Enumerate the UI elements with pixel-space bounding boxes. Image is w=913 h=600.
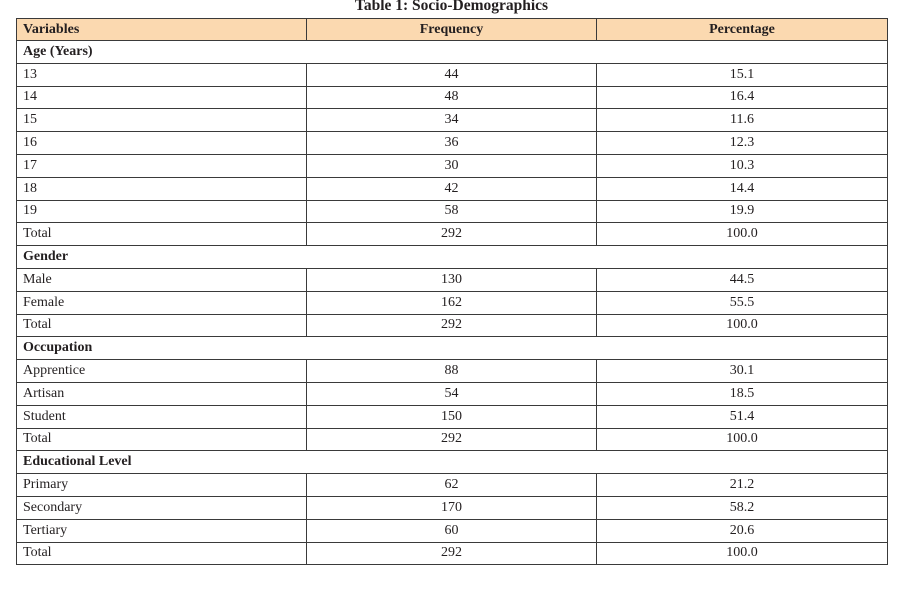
section-row [17, 41, 888, 64]
row-frequency: 54 [307, 382, 597, 405]
row-percentage: 19.9 [597, 200, 888, 223]
row-percentage: 55.5 [597, 291, 888, 314]
row-percentage: 30.1 [597, 360, 888, 383]
table-row [17, 132, 888, 155]
row-frequency: 292 [307, 314, 597, 337]
row-frequency: 150 [307, 405, 597, 428]
header-variables: Variables [17, 19, 307, 41]
table-row [17, 268, 888, 291]
row-frequency: 30 [307, 154, 597, 177]
row-frequency: 48 [307, 86, 597, 109]
section-title: Occupation [17, 337, 888, 360]
row-frequency: 44 [307, 63, 597, 86]
row-frequency: 42 [307, 177, 597, 200]
row-frequency: 162 [307, 291, 597, 314]
table-row [17, 542, 888, 565]
header-frequency: Frequency [307, 19, 597, 41]
row-percentage: 100.0 [597, 542, 888, 565]
row-frequency: 36 [307, 132, 597, 155]
row-percentage: 18.5 [597, 382, 888, 405]
table-caption: Table 1: Socio-Demographics [354, 0, 549, 14]
row-percentage: 14.4 [597, 177, 888, 200]
table-row [17, 291, 888, 314]
table-row [17, 177, 888, 200]
table-row [17, 200, 888, 223]
section-title: Educational Level [17, 451, 888, 474]
table-row [17, 86, 888, 109]
row-label: Total [17, 428, 307, 451]
table-row [17, 474, 888, 497]
row-percentage: 100.0 [597, 223, 888, 246]
row-label: 17 [17, 154, 307, 177]
row-label: 16 [17, 132, 307, 155]
row-label: 13 [17, 63, 307, 86]
row-frequency: 130 [307, 268, 597, 291]
row-label: Total [17, 223, 307, 246]
row-label: Apprentice [17, 360, 307, 383]
row-label: Student [17, 405, 307, 428]
socio-demographics-table [16, 18, 888, 565]
row-frequency: 170 [307, 496, 597, 519]
row-frequency: 292 [307, 542, 597, 565]
row-frequency: 292 [307, 223, 597, 246]
section-title: Gender [17, 246, 888, 269]
table-row [17, 428, 888, 451]
section-row [17, 451, 888, 474]
row-label: Total [17, 314, 307, 337]
table-row [17, 496, 888, 519]
table-row [17, 405, 888, 428]
row-label: Artisan [17, 382, 307, 405]
section-row [17, 337, 888, 360]
row-percentage: 100.0 [597, 314, 888, 337]
table-body [17, 41, 888, 565]
row-frequency: 58 [307, 200, 597, 223]
row-frequency: 88 [307, 360, 597, 383]
row-percentage: 12.3 [597, 132, 888, 155]
row-frequency: 62 [307, 474, 597, 497]
row-label: 19 [17, 200, 307, 223]
section-title: Age (Years) [17, 41, 888, 64]
row-label: Male [17, 268, 307, 291]
row-label: Primary [17, 474, 307, 497]
row-percentage: 10.3 [597, 154, 888, 177]
header-row [17, 19, 888, 41]
row-percentage: 51.4 [597, 405, 888, 428]
row-label: Tertiary [17, 519, 307, 542]
row-label: 18 [17, 177, 307, 200]
row-frequency: 34 [307, 109, 597, 132]
table-row [17, 382, 888, 405]
table-row [17, 223, 888, 246]
table-row [17, 109, 888, 132]
table-row [17, 314, 888, 337]
row-percentage: 11.6 [597, 109, 888, 132]
table-row [17, 519, 888, 542]
row-frequency: 60 [307, 519, 597, 542]
row-label: Female [17, 291, 307, 314]
table-header [17, 19, 888, 41]
section-row [17, 246, 888, 269]
row-label: 15 [17, 109, 307, 132]
row-percentage: 20.6 [597, 519, 888, 542]
table-row [17, 360, 888, 383]
table-row [17, 154, 888, 177]
table-row [17, 63, 888, 86]
row-percentage: 100.0 [597, 428, 888, 451]
row-percentage: 58.2 [597, 496, 888, 519]
row-label: Secondary [17, 496, 307, 519]
row-frequency: 292 [307, 428, 597, 451]
header-percentage: Percentage [597, 19, 888, 41]
row-percentage: 16.4 [597, 86, 888, 109]
row-label: 14 [17, 86, 307, 109]
row-percentage: 21.2 [597, 474, 888, 497]
row-label: Total [17, 542, 307, 565]
row-percentage: 44.5 [597, 268, 888, 291]
row-percentage: 15.1 [597, 63, 888, 86]
